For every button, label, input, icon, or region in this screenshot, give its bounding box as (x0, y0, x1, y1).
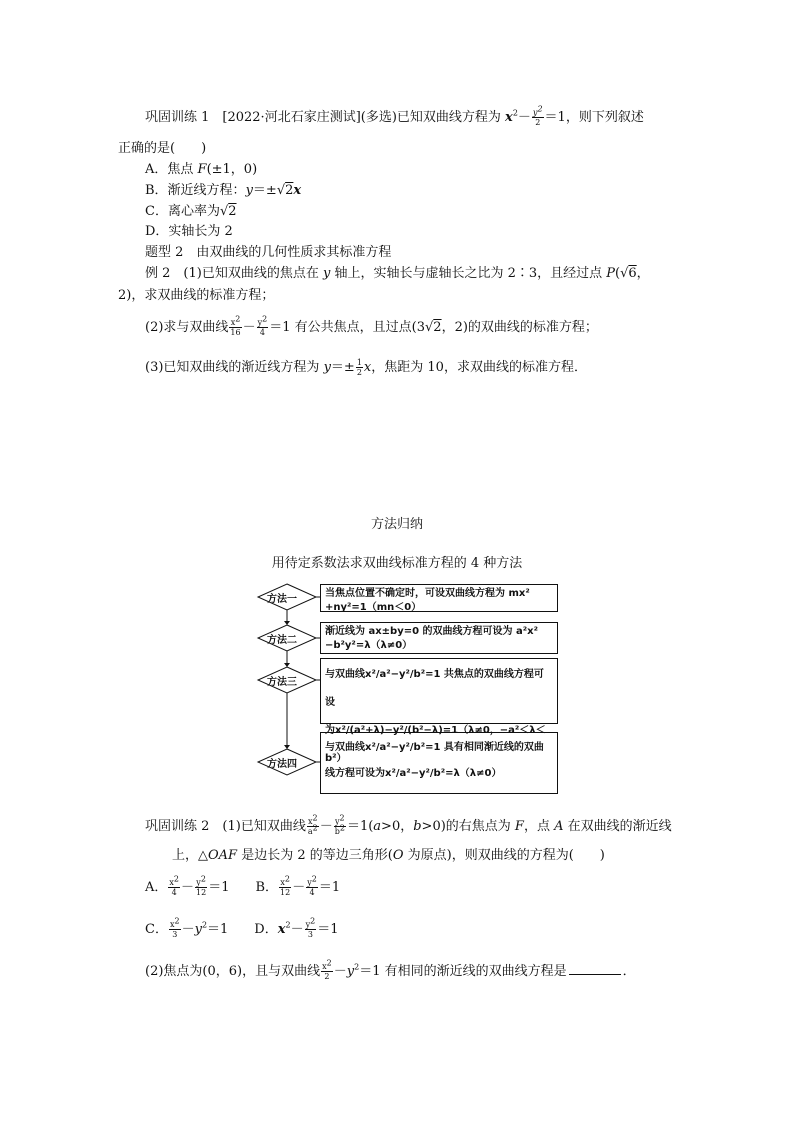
exercise2-options-ab: A． $\frac{x^2}{4}$ － $\frac{y^2}{12}$ ＝1 B． $\frac{x^2}{12}$ － $\frac{y^2}{4}$ ＝1 (145, 874, 341, 897)
method-box-2-line2: −b²y²=λ（λ≠0） (325, 640, 413, 651)
method-box-1-line1: 当焦点位置不确定时，可设双曲线方程为 mx² (325, 588, 530, 599)
method-box-4-line1: 与双曲线x²/a²−y²/b²=1 具有相同渐近线的双曲 (325, 742, 544, 753)
example2-part2: (2)求与双曲线 $\frac{x^2}{16}$ － $\frac{y^2}{4}$ ＝1 有公共焦点，且过点(3√2，2)的双曲线的标准方程； (145, 314, 598, 337)
method-box-2 (320, 622, 558, 654)
exercise1-option-a: A．焦点 F(±1，0) (145, 162, 258, 177)
method-box-4 (320, 732, 558, 794)
type2-title: 题型 2 由双曲线的几何性质求其标准方程 (145, 245, 392, 260)
method-subheading: 用待定系数法求双曲线标准方程的 4 种方法 (271, 556, 523, 571)
answer-blank[interactable] (569, 974, 621, 975)
method-box-3-line2: 为x²/(a²+λ)−y²/(b²−λ)=1（λ≠0，−a²＜λ＜b²） (325, 725, 546, 764)
exercise2-line1: 巩固训练 2 (1)已知双曲线 $\frac{x^2}{a^2}$ － $\frac{y^2}{b^2}$ ＝1(a>0，b>0)的右焦点为 F，点 A 在双曲线的渐近线 (145, 813, 672, 836)
method-box-4-line2: 线方程可设为x²/a²−y²/b²=λ（λ≠0） (325, 768, 502, 779)
exercise2-part2: (2)焦点为(0，6)，且与双曲线 $\frac{x^2}{2}$ $-y^2=1$ 有相同的渐近线的双曲线方程是 ． (145, 958, 636, 981)
exercise2-options-cd: C． $\frac{x^2}{3}$ $-y^2=1$ D．$x^2-$ $\frac{y^2}{3}$ ＝1 (145, 916, 339, 939)
exercise1-option-b: B．渐近线方程：y＝±√2x (145, 183, 302, 198)
exercise1-option-c: C．离心率为√2 (145, 204, 237, 219)
method-box-1 (320, 584, 558, 612)
exercise1-option-d: D．实轴长为 2 (145, 224, 233, 239)
exercise1-line2: 正确的是( ) (118, 141, 207, 156)
exercise2-line2: 上，△OAF 是边长为 2 的等边三角形(O 为原点)，则双曲线的方程为( ) (172, 848, 605, 863)
method-box-1-line2: +ny²=1（mn＜0） (325, 602, 422, 613)
method-box-3-line1: 与双曲线x²/a²−y²/b²=1 共焦点的双曲线方程可设 (325, 669, 544, 708)
method-heading: 方法归纳 (370, 517, 423, 532)
method-box-2-line1: 渐近线为 ax±by=0 的双曲线方程可设为 a²x² (325, 626, 538, 637)
method-label-4: 方法四 (267, 759, 297, 770)
method-label-1: 方法一 (267, 594, 297, 605)
method-label-2: 方法二 (267, 635, 297, 646)
example2-line1: 例 2 (1)已知双曲线的焦点在 y 轴上，实轴长与虚轴长之比为 2∶3，且经过点 P(√6， (145, 266, 650, 281)
example2-line2: 2)，求双曲线的标准方程； (118, 288, 275, 303)
example2-part3: (3)已知双曲线的渐近线方程为 y＝± $\frac{1}{2}$ x，焦距为 10，求双曲线的标准方程． (145, 358, 587, 377)
exercise1-line1: 巩固训练 1 [2022·河北石家庄测试](多选)已知双曲线方程为 $x^2-$ $\frac{y^2}{2}$ ＝1，则下列叙述 (145, 104, 644, 127)
method-label-3: 方法三 (267, 677, 297, 688)
